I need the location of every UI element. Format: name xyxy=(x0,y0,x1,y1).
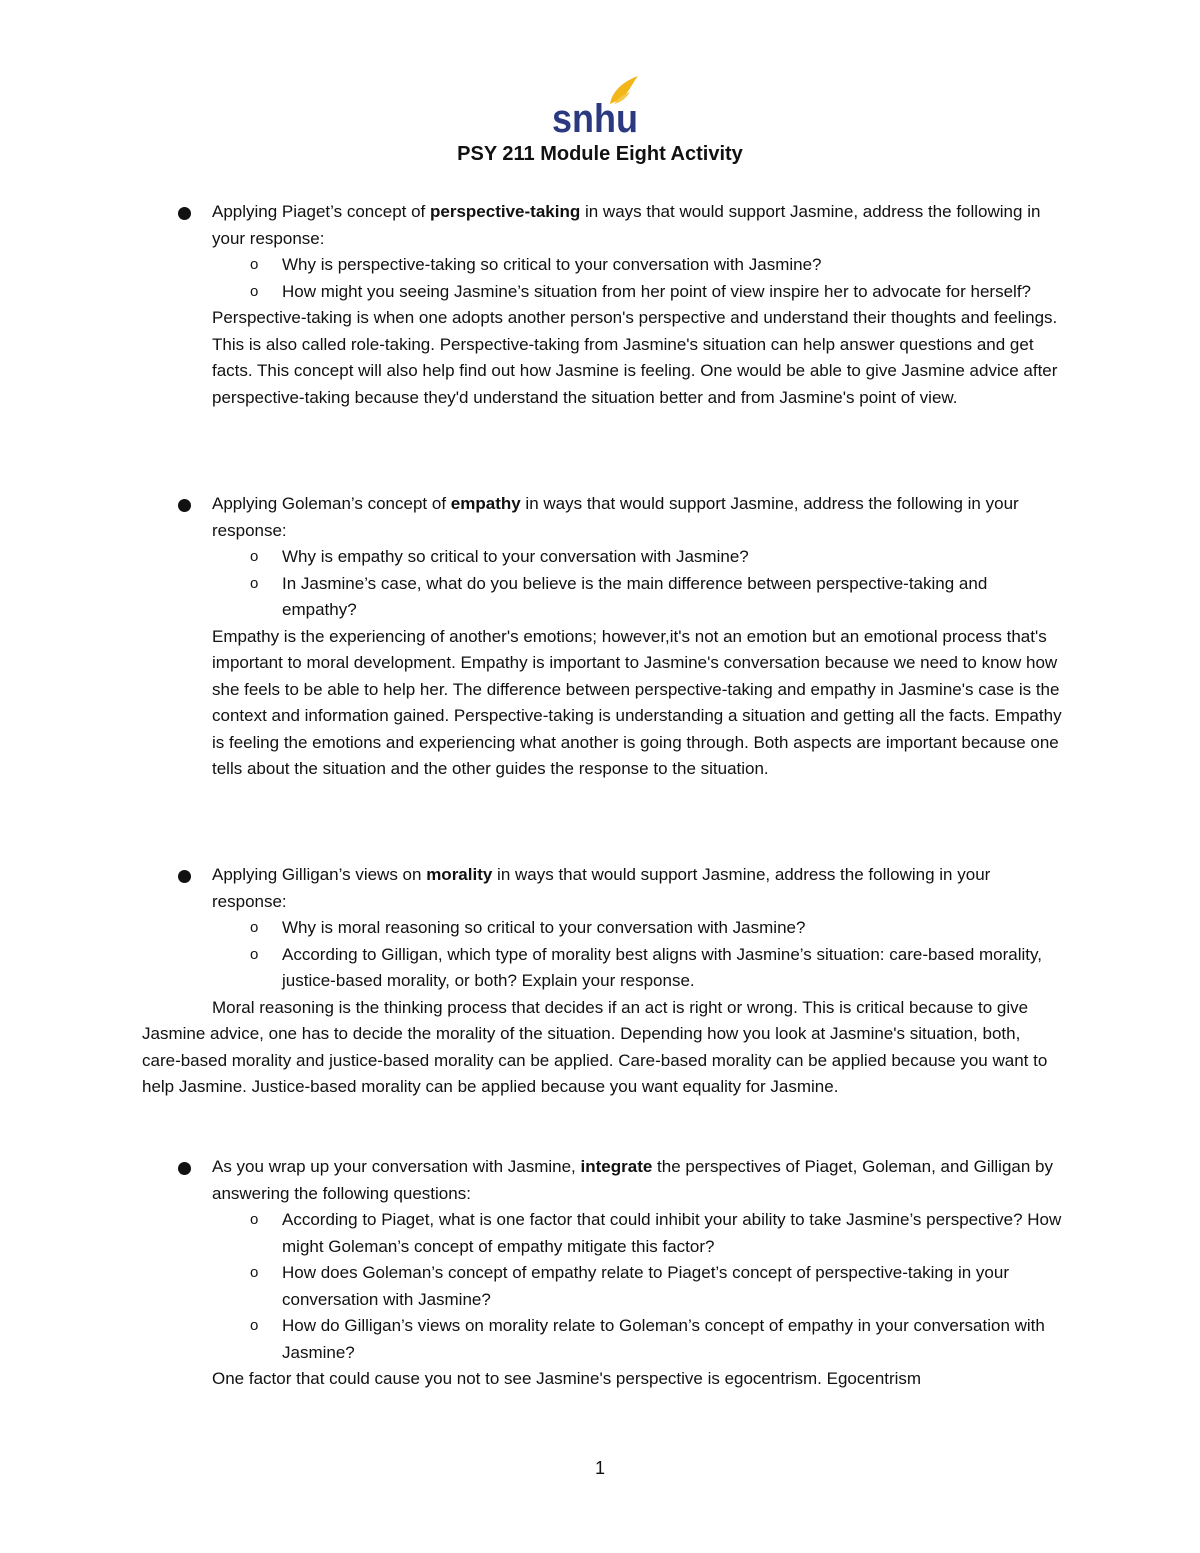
circle-bullet-icon: o xyxy=(250,548,259,565)
section-prompt: Applying Goleman’s concept of empathy in ways that would support Jasmine, address the following in your response: xyxy=(212,494,1019,540)
sub-question: o Why is moral reasoning so critical to your conversation with Jasmine? xyxy=(282,915,1062,942)
page-number: 1 xyxy=(594,1458,605,1478)
sub-question: o How might you seeing Jasmine’s situation from her point of view inspire her to advocate for herself? xyxy=(282,279,1062,306)
sub-question: o According to Piaget, what is one factor that could inhibit your ability to take Jasmine’s perspective? How might Goleman’s concept of empathy mitigate this factor? xyxy=(282,1207,1062,1260)
sub-question: o How do Gilligan’s views on morality relate to Goleman’s concept of empathy in your conversation with Jasmine? xyxy=(282,1313,1062,1366)
section-morality xyxy=(142,862,1062,1101)
sub-question: o According to Gilligan, which type of morality best aligns with Jasmine’s situation: care-based morality, justice-based morality, or both? Explain your response. xyxy=(282,942,1062,995)
circle-bullet-icon: o xyxy=(250,574,259,592)
section-integrate xyxy=(142,1154,1062,1393)
circle-bullet-icon: o xyxy=(250,1264,259,1281)
answer-paragraph: Empathy is the experiencing of another's emotions; however,it's not an emotion but an emotional process that's important to moral development. Empathy is important to Jasmine's conversation because we need to know how she feels to be able to help her. The difference between perspective-taking and empathy in Jasmine's case is the context and information gained. Perspective-taking is understanding a situation and getting all the facts. Empathy is feeling the emotions and experiencing what another is going through. Both aspects are important because one tells about the situation and the other guides the response to the situation. xyxy=(212,626,1062,778)
snhu-logo xyxy=(552,74,644,138)
circle-bullet-icon: o xyxy=(250,282,259,300)
section-prompt: Applying Piaget’s concept of perspective-taking in ways that would support Jasmine, address the following in your response: xyxy=(212,202,1041,248)
answer-paragraph: One factor that could cause you not to see Jasmine's perspective is egocentrism. Egocentrism xyxy=(212,1369,922,1388)
section-empathy xyxy=(142,491,1062,783)
answer-paragraph: Moral reasoning is the thinking process that decides if an act is right or wrong. This is critical because to give Jasmine advice, one has to decide the morality of the situation. Depending how you look at Jasmine's situation, both, care-based morality and justice-based morality can be applied. Care-based morality can be applied because you want to help Jasmine. Justice-based morality can be applied because you want equality for Jasmine. xyxy=(142,997,1048,1096)
circle-bullet-icon: o xyxy=(250,919,259,936)
circle-bullet-icon: o xyxy=(250,1211,259,1228)
sub-question: o In Jasmine’s case, what do you believe is the main difference between perspective-taking and empathy? xyxy=(282,571,1062,624)
logo-text: snhu xyxy=(552,97,638,138)
circle-bullet-icon: o xyxy=(250,256,259,273)
section-prompt: As you wrap up your conversation with Jasmine, integrate the perspectives of Piaget, Goleman, and Gilligan by answering the following questions: xyxy=(212,1157,1053,1203)
sub-question: o Why is empathy so critical to your conversation with Jasmine? xyxy=(282,544,1062,571)
bullet-icon xyxy=(178,207,191,220)
circle-bullet-icon: o xyxy=(250,1317,259,1334)
bullet-icon xyxy=(178,870,191,883)
bullet-icon xyxy=(178,1162,191,1175)
sub-question: o How does Goleman’s concept of empathy relate to Piaget’s concept of perspective-taking in your conversation with Jasmine? xyxy=(282,1260,1062,1313)
circle-bullet-icon: o xyxy=(250,945,259,963)
bullet-icon xyxy=(178,499,191,512)
answer-paragraph: Perspective-taking is when one adopts another person's perspective and understand their thoughts and feelings. This is also called role-taking. Perspective-taking from Jasmine's situation can help answer questions and get facts. This concept will also help find out how Jasmine is feeling. One would be able to give Jasmine advice after perspective-taking because they'd understand the situation better and from Jasmine's point of view. xyxy=(212,308,1058,407)
document-title: PSY 211 Module Eight Activity xyxy=(457,143,743,165)
section-prompt: Applying Gilligan’s views on morality in ways that would support Jasmine, address the following in your response: xyxy=(212,865,991,911)
section-perspective-taking xyxy=(142,199,1062,411)
sub-question: o Why is perspective-taking so critical to your conversation with Jasmine? xyxy=(282,252,1062,279)
